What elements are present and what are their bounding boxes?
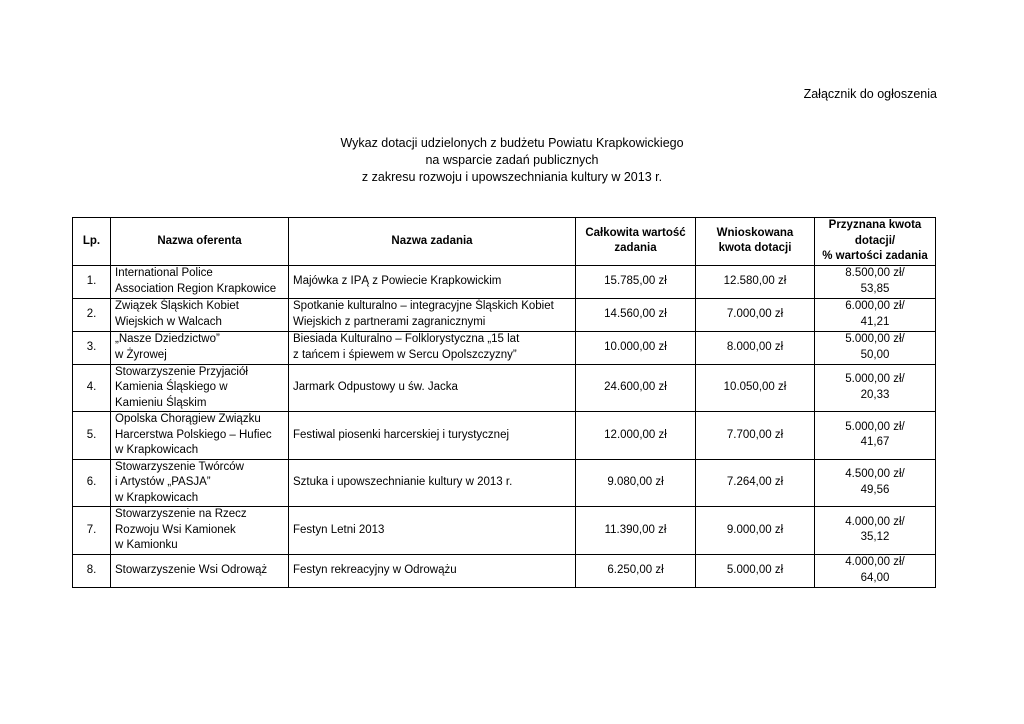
- oferent-line: Association Region Krapkowice: [115, 282, 277, 295]
- oferent-line: i Artystów „PASJA”: [115, 476, 211, 488]
- oferent-line: Związek Śląskich Kobiet: [115, 300, 239, 312]
- oferent-line: Opolska Chorągiew Związku: [115, 413, 261, 425]
- table-row: [73, 364, 936, 412]
- cell-przyznana: [815, 331, 936, 364]
- przyznana-line: 64,00: [860, 571, 890, 584]
- cell-calkowita: 14.560,00 zł: [576, 298, 696, 331]
- table-row: [73, 412, 936, 460]
- cell-przyznana: [815, 459, 936, 507]
- header-lp: Lp.: [73, 218, 111, 266]
- cell-wnioskowana: 8.000,00 zł: [696, 331, 815, 364]
- cell-oferent: [111, 459, 289, 507]
- cell-lp: 2.: [73, 298, 111, 331]
- zadanie-line: Majówka z IPĄ z Powiecie Krapkowickim: [293, 274, 502, 287]
- zadanie-line: Wiejskich z partnerami zagranicznymi: [293, 315, 486, 328]
- table-row: [73, 298, 936, 331]
- cell-calkowita: 10.000,00 zł: [576, 331, 696, 364]
- table-row: [73, 331, 936, 364]
- oferent-line: Stowarzyszenie Twórców: [115, 460, 244, 473]
- cell-lp: 7.: [73, 507, 111, 555]
- cell-wnioskowana: 5.000,00 zł: [696, 554, 815, 587]
- header-oferent: Nazwa oferenta: [111, 218, 289, 266]
- cell-przyznana: [815, 364, 936, 412]
- cell-oferent: [111, 364, 289, 412]
- zadanie-line: Sztuka i upowszechnianie kultury w 2013 r.: [293, 476, 513, 488]
- przyznana-line: 6.000,00 zł/: [845, 300, 905, 312]
- zadanie-line: Biesiada Kulturalno – Folklorystyczna „15 lat: [293, 333, 520, 345]
- oferent-line: „Nasze Dziedzictwo”: [115, 333, 220, 345]
- cell-lp: 3.: [73, 331, 111, 364]
- header-wnioskowana-line: kwota dotacji: [718, 242, 792, 255]
- cell-przyznana: [815, 507, 936, 555]
- cell-wnioskowana: 9.000,00 zł: [696, 507, 815, 555]
- cell-zadanie: [289, 412, 576, 460]
- cell-lp: 1.: [73, 265, 111, 298]
- cell-calkowita: 24.600,00 zł: [576, 364, 696, 412]
- oferent-line: Stowarzyszenie Przyjaciół: [115, 365, 248, 378]
- grants-table: [72, 217, 936, 588]
- oferent-line: Stowarzyszenie Wsi Odrowąż: [115, 563, 268, 576]
- oferent-line: Kamienia Śląskiego w: [115, 381, 228, 393]
- oferent-line: w Krapkowicach: [115, 491, 199, 504]
- cell-calkowita: 11.390,00 zł: [576, 507, 696, 555]
- table-header-row: [73, 218, 936, 266]
- header-wnioskowana-line: Wnioskowana: [716, 226, 794, 239]
- przyznana-line: 35,12: [860, 531, 890, 544]
- przyznana-line: 41,21: [860, 315, 890, 328]
- cell-przyznana: [815, 298, 936, 331]
- oferent-line: International Police: [115, 267, 213, 279]
- cell-wnioskowana: 12.580,00 zł: [696, 265, 815, 298]
- przyznana-line: 5.000,00 zł/: [845, 420, 905, 433]
- cell-oferent: [111, 507, 289, 555]
- table-row: [73, 459, 936, 507]
- cell-przyznana: [815, 412, 936, 460]
- zadanie-line: Festyn rekreacyjny w Odrowążu: [293, 563, 457, 576]
- cell-zadanie: [289, 331, 576, 364]
- annex-label: Załącznik do ogłoszenia: [803, 87, 937, 101]
- cell-wnioskowana: 7.700,00 zł: [696, 412, 815, 460]
- cell-wnioskowana: 10.050,00 zł: [696, 364, 815, 412]
- cell-calkowita: 12.000,00 zł: [576, 412, 696, 460]
- cell-zadanie: [289, 364, 576, 412]
- oferent-line: Stowarzyszenie na Rzecz: [115, 508, 247, 520]
- cell-oferent: [111, 331, 289, 364]
- cell-przyznana: [815, 554, 936, 587]
- cell-oferent: [111, 554, 289, 587]
- przyznana-line: 50,00: [860, 348, 890, 361]
- zadanie-line: Festyn Letni 2013: [293, 523, 385, 536]
- przyznana-line: 49,56: [860, 483, 890, 496]
- przyznana-line: 5.000,00 zł/: [845, 373, 905, 386]
- header-przyznana-line: % wartości zadania: [822, 250, 928, 262]
- cell-oferent: [111, 412, 289, 460]
- cell-oferent: [111, 265, 289, 298]
- cell-lp: 6.: [73, 459, 111, 507]
- zadanie-line: Jarmark Odpustowy u św. Jacka: [293, 381, 458, 393]
- table-row: [73, 507, 936, 555]
- przyznana-line: 20,33: [860, 388, 890, 401]
- cell-oferent: [111, 298, 289, 331]
- cell-zadanie: [289, 459, 576, 507]
- zadanie-line: Spotkanie kulturalno – integracyjne Śląskich Kobiet: [293, 300, 554, 312]
- oferent-line: w Krapkowicach: [115, 444, 199, 456]
- title-line-3: z zakresu rozwoju i upowszechniania kultury w 2013 r.: [361, 170, 663, 184]
- title-line-1: Wykaz dotacji udzielonych z budżetu Powiatu Krapkowickiego: [340, 136, 684, 150]
- oferent-line: Wiejskich w Walcach: [115, 315, 222, 328]
- cell-lp: 4.: [73, 364, 111, 412]
- zadanie-line: z tańcem i śpiewem w Sercu Opolszczyzny”: [293, 348, 517, 361]
- header-calkowita-line: zadania: [614, 242, 657, 255]
- header-wnioskowana: [696, 218, 815, 266]
- przyznana-line: 4.000,00 zł/: [845, 515, 905, 528]
- cell-zadanie: [289, 265, 576, 298]
- header-przyznana-line: Przyznana kwota: [828, 219, 922, 231]
- przyznana-line: 4.500,00 zł/: [845, 468, 905, 481]
- header-przyznana-line: dotacji/: [854, 234, 896, 247]
- header-calkowita: [576, 218, 696, 266]
- cell-wnioskowana: 7.000,00 zł: [696, 298, 815, 331]
- cell-lp: 5.: [73, 412, 111, 460]
- przyznana-line: 53,85: [860, 282, 890, 295]
- table-row: [73, 265, 936, 298]
- przyznana-line: 4.000,00 zł/: [845, 556, 905, 568]
- oferent-line: Harcerstwa Polskiego – Hufiec: [115, 428, 272, 441]
- title-line-2: na wsparcie zadań publicznych: [425, 153, 599, 167]
- cell-calkowita: 9.080,00 zł: [576, 459, 696, 507]
- cell-calkowita: 6.250,00 zł: [576, 554, 696, 587]
- zadanie-line: Festiwal piosenki harcerskiej i turystycznej: [293, 428, 510, 441]
- przyznana-line: 41,67: [860, 436, 890, 449]
- header-przyznana: [815, 218, 936, 266]
- table-row: [73, 554, 936, 587]
- przyznana-line: 5.000,00 zł/: [845, 333, 905, 345]
- cell-wnioskowana: 7.264,00 zł: [696, 459, 815, 507]
- oferent-line: Rozwoju Wsi Kamionek: [115, 523, 236, 536]
- document-title: [0, 135, 1024, 186]
- header-calkowita-line: Całkowita wartość: [585, 226, 686, 239]
- cell-lp: 8.: [73, 554, 111, 587]
- oferent-line: w Żyrowej: [115, 348, 167, 361]
- cell-calkowita: 15.785,00 zł: [576, 265, 696, 298]
- cell-zadanie: [289, 554, 576, 587]
- cell-przyznana: [815, 265, 936, 298]
- cell-zadanie: [289, 298, 576, 331]
- cell-zadanie: [289, 507, 576, 555]
- oferent-line: w Kamionku: [115, 539, 178, 551]
- header-zadanie: Nazwa zadania: [289, 218, 576, 266]
- przyznana-line: 8.500,00 zł/: [845, 267, 905, 279]
- oferent-line: Kamieniu Śląskim: [115, 396, 207, 409]
